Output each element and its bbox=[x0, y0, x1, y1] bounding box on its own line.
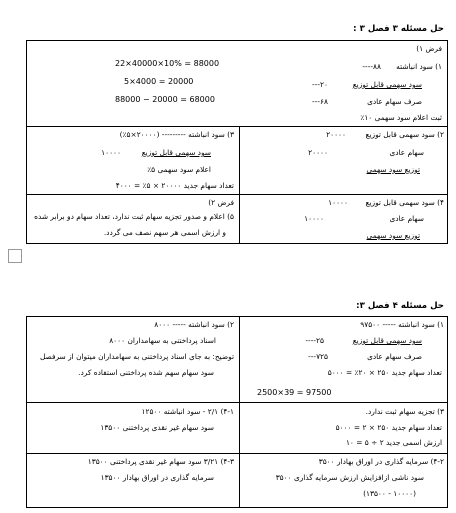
s2-cell3-line2: تعداد سهام جدید ۲۵۰ × ۲ = ۵۰۰۰ bbox=[335, 423, 442, 432]
section2-divider-1 bbox=[26, 402, 448, 403]
s1-cell2-line2-value: ۲۰۰۰۰ bbox=[308, 148, 328, 157]
top-row3-label: صرف سهام عادی bbox=[367, 97, 422, 106]
s1-cell2-line1-label: ۲) سود سهمی قابل توزیع bbox=[365, 130, 444, 139]
s1-cell5-heading: فرض ۲) bbox=[208, 198, 234, 207]
s2-cell2-line3: توضیح: به جای اسناد پرداختنی به سهامداران میتوان از سرفصل bbox=[39, 352, 234, 361]
section2-title: حل مسئله ۴ فصل ۳: bbox=[356, 301, 444, 311]
section1-divider-2 bbox=[26, 194, 448, 195]
section1-vdivider bbox=[239, 126, 240, 244]
s2-cell2-line1: ۲) سود انباشته ----- ۸۰۰۰ bbox=[154, 320, 234, 329]
s1-cell3-line2-label: سود سهمی قابل توزیع bbox=[141, 148, 211, 157]
s1-cell3-line3: اعلام سود سهمی ۵٪ bbox=[147, 165, 211, 174]
s2-cell1-line1: ۱) سود انباشته ----- ۹۷۵۰۰ bbox=[360, 320, 444, 329]
s1-cell4-line3: توزیع سود سهمی bbox=[366, 231, 420, 240]
section1-divider-1 bbox=[26, 126, 448, 127]
table-handle[interactable] bbox=[8, 249, 22, 263]
s1-cell3-line2-value: ۱۰۰۰۰ bbox=[101, 148, 121, 157]
section1-title: حل مسئله ۳ فصل ۳ : bbox=[353, 24, 444, 34]
s1-cell4-line2-label: سهام عادی bbox=[389, 214, 424, 223]
s2-cell3-line3: ارزش اسمی جدید ۲ ÷ ۵ = ۱۰ bbox=[345, 438, 442, 447]
s2-cell1-line5: 2500×39 = 97500 bbox=[257, 388, 332, 397]
top-row1-label: ۱) سود انباشته bbox=[396, 62, 442, 71]
s2-cell43-line2: سرمایه گذاری در اوراق بهادار ۱۳۵۰۰ bbox=[100, 473, 214, 482]
s2-cell41-line2: سود سهام غیر نقدی پرداختنی ۱۳۵۰۰ bbox=[100, 423, 214, 432]
s2-cell1-line4: تعداد سهام جدید ۲۵۰ × ۲۰٪ = ۵۰۰۰ bbox=[327, 368, 442, 377]
section2-divider-2 bbox=[26, 453, 448, 454]
s1-cell5-line2: و ارزش اسمی هر سهم نصف می گردد. bbox=[103, 228, 226, 237]
section1-top-heading: فرض ۱) bbox=[416, 44, 442, 53]
s1-cell4-line2-value: ۱۰۰۰۰ bbox=[304, 214, 324, 223]
s2-cell43-line1: ۴-۳) ۳/۲۱ سود سهام غیر نقدی پرداختنی ۱۳۵۰۰ bbox=[87, 457, 234, 466]
s2-cell3-line1: ۳) تجزیه سهام ثبت ندارد. bbox=[365, 407, 444, 416]
s2-cell42-line3: (۱۰۰۰۰ - ۱۳۵۰۰) bbox=[363, 489, 416, 498]
s2-cell1-line2-label: سود سهمی قابل توزیع bbox=[352, 336, 422, 345]
s2-cell1-line3-label: صرف سهام عادی bbox=[367, 352, 422, 361]
formula-2: 5×4000 = 20000 bbox=[124, 77, 194, 86]
s2-cell1-line3-value: ۷۲۵--- bbox=[308, 352, 328, 361]
formula-3: 88000 − 20000 = 68000 bbox=[115, 95, 215, 104]
top-row2-label: سود سهمی قابل توزیع bbox=[352, 80, 422, 89]
s1-cell5-line1: ۵) اعلام و صدور تجزیه سهام ثبت ندارد، تعداد سهام دو برابر شده bbox=[34, 212, 234, 221]
formula-1: 22×40000×10% = 88000 bbox=[115, 59, 220, 68]
s2-cell2-line4: سود سهام سهم شده پرداختنی استفاده کرد. bbox=[78, 368, 214, 377]
top-row2-value: ۲۰--- bbox=[312, 80, 328, 89]
s1-cell4-line1-label: ۴) سود سهمی قابل توزیع bbox=[365, 198, 444, 207]
s2-cell2-line2: اسناد پرداختنی به سهامداران ۸۰۰۰ bbox=[109, 336, 216, 345]
s2-cell1-line2-value: ۲۵---- bbox=[305, 336, 324, 345]
section2-vdivider bbox=[239, 316, 240, 508]
s1-cell2-line1-value: ۲۰۰۰۰ bbox=[326, 130, 346, 139]
s1-cell4-line1-value: ۱۰۰۰۰ bbox=[328, 198, 348, 207]
top-row4-label: ثبت اعلام سود سهمی ۱۰٪ bbox=[360, 113, 442, 122]
top-row1-value: ۸۸---- bbox=[362, 62, 381, 71]
s2-cell42-line2: سود ناشی ازافزایش ارزش سرمایه گذاری ۳۵۰۰ bbox=[275, 473, 424, 482]
top-row3-value: ۶۸--- bbox=[312, 97, 328, 106]
s1-cell2-line2-label: سهام عادی bbox=[389, 148, 424, 157]
s2-cell41-line1: ۴-۱) ۲/۱ - سود انباشته ۱۲۵۰۰ bbox=[141, 407, 234, 416]
s1-cell3-line1: ۳) سود انباشته --------- (۲۰۰۰۰×۵٪) bbox=[119, 130, 234, 139]
s1-cell3-line4: تعداد سهام جدید ۲۰۰۰۰ × ۵٪ = ۴۰۰۰ bbox=[115, 181, 234, 190]
s1-cell2-line3: توزیع سود سهمی bbox=[366, 165, 420, 174]
s2-cell42-line1: ۴-۲) سرمایه گذاری در اوراق بهادار ۳۵۰۰ bbox=[318, 457, 444, 466]
